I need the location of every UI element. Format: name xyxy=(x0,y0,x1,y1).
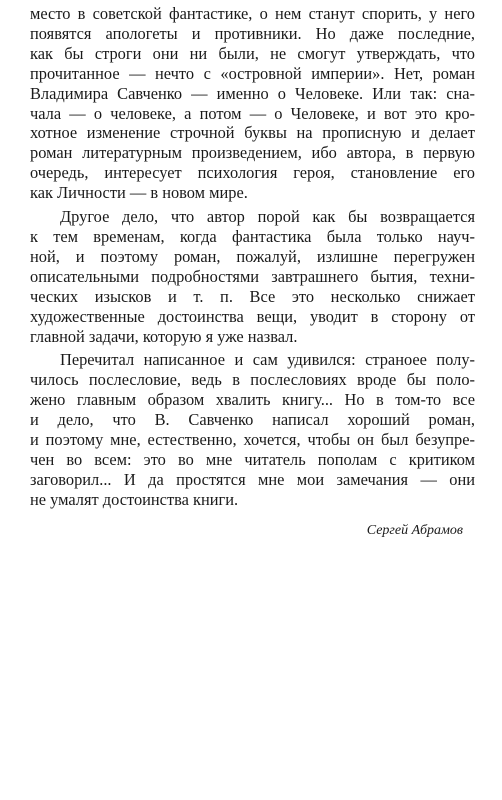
text-line: чен во всем: это во мне читатель пополам с критиком xyxy=(30,449,475,469)
text-line: не умалят достоинства книги. xyxy=(30,489,239,509)
text-line: ческих изысков и т. п. Все это несколько снижает xyxy=(30,286,475,306)
text-line: ной, и поэтому роман, пожалуй, излишне перегружен xyxy=(30,246,475,266)
text-line: Перечитал написанное и сам удивился: страноее полу- xyxy=(60,350,475,370)
text-line: чилось послесловие, ведь в послесловиях вроде бы поло- xyxy=(30,370,475,390)
author-signature: Сергей Абрамов xyxy=(366,522,463,538)
text-line: прочитанное — нечто с «островной империи». Нет, роман xyxy=(30,63,475,83)
text-line: хотное изменение строчной буквы на прописную и делает xyxy=(30,123,475,143)
text-line: Владимира Савченко — именно о Человеке. Или так: сна- xyxy=(30,83,475,103)
text-line: к тем временам, когда фантастика была только науч- xyxy=(30,226,475,246)
text-line: и дело, что В. Савченко написал хороший роман, xyxy=(30,410,475,430)
text-line: чала — о человеке, а потом — о Человеке, и вот это кро- xyxy=(30,103,475,123)
paragraph-1 xyxy=(30,4,475,203)
text-line: художественные достоинства вещи, уводит в сторону от xyxy=(30,306,475,326)
paragraph-3 xyxy=(30,350,475,509)
text-line: роман литературным произведением, ибо автора, в первую xyxy=(30,143,475,163)
text-line: главной задачи, которую я уже назвал. xyxy=(30,326,298,346)
text-line: и поэтому мне, естественно, хочется, чтобы он был безупре- xyxy=(30,430,475,450)
text-line: очередь, интересует психология героя, становление его xyxy=(30,163,475,183)
text-line: Другое дело, что автор порой как бы возвращается xyxy=(60,207,475,227)
text-line: место в советской фантастике, о нем станут спорить, у него xyxy=(30,4,475,23)
text-line: жено главным образом хвалить книгу... Но в том-то все xyxy=(30,390,475,410)
text-line: описательными подробностями завтрашнего бытия, техни- xyxy=(30,266,475,286)
text-line: появятся апологеты и противники. Но даже последние, xyxy=(30,23,475,43)
paragraph-2 xyxy=(30,207,475,346)
text-line: как Личности — в новом мире. xyxy=(30,183,248,203)
text-line: как бы строги они ни были, не смогут утверждать, что xyxy=(30,43,475,63)
text-line: заговорил... И да простятся мне мои замечания — они xyxy=(30,469,475,489)
